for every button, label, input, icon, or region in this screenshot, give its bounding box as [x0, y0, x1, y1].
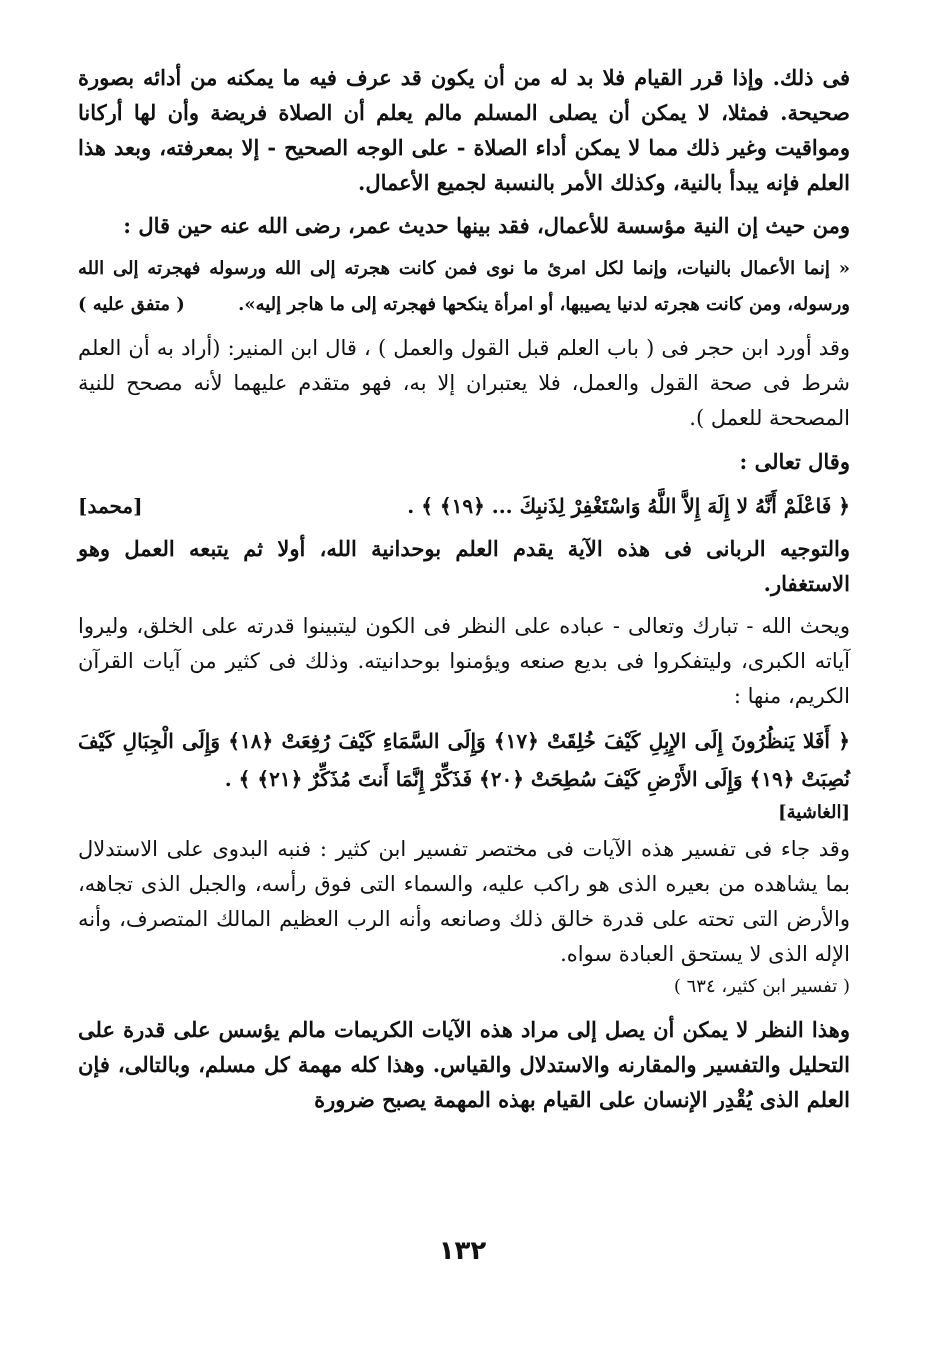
- quran-verse-2: ﴿ أَفَلا يَنظُرُونَ إِلَى الإِبِلِ كَيْفَ خُلِقَتْ ﴿١٧﴾ وَإِلَى السَّمَاءِ كَيْفَ رُفِعَتْ ﴿١٨﴾ وَإِلَى الْجِبَالِ كَيْفَ نُصِبَتْ ﴿١٩﴾ وَإِلَى الأَرْضِ كَيْفَ سُطِحَتْ ﴿٢٠﴾ فَذَكِّرْ إِنَّمَا أَنتَ مُذَكِّرٌ ﴿٢١﴾ ﴾ .: [78, 729, 850, 791]
- quran-verse-1: [78, 487, 850, 525]
- paragraph-1: فى ذلك. وإذا قرر القيام فلا بد له من أن يكون قد عرف فيه ما يمكنه من أدائه بصورة صحيحة. فمثلا، لا يمكن أن يصلى المسلم مالم يعلم أن الصلاة فريضة وأن لها أركانا ومواقيت وغير ذلك مما لا يمكن أداء الصلاة - على الوجه الصحيح - إلا بمعرفته، وبعد هذا العلم فإنه يبدأ بالنية، وكذلك الأمر بالنسبة لجميع الأعمال.: [78, 65, 850, 195]
- paragraph-4: وقال تعالى :: [739, 449, 850, 474]
- hadith-reference: ( متفق عليه ): [78, 294, 185, 315]
- paragraph-7: وقد جاء فى تفسير هذه الآيات فى مختصر تفسير ابن كثير : فنبه البدوى على الاستدلال بما يشاهده من بعيره الذى هو راكب عليه، والسماء التى فوق رأسه، والجبل الذى تجاهه، والأرض التى تحته على قدرة خالق ذلك وصانعه وأنه الرب العظيم المالك المتصرف، وأنه الإله الذى لا يستحق العبادة سواه.: [78, 837, 850, 966]
- paragraph-5: والتوجيه الربانى فى هذه الآية يقدم العلم بوحدانية الله، أولا ثم يتبعه العمل وهو الاستغفار.: [78, 536, 850, 596]
- hadith-quote: [78, 251, 850, 323]
- paragraph-2: ومن حيث إن النية مؤسسة للأعمال، فقد بينها حديث عمر، رضى الله عنه حين قال :: [123, 213, 850, 238]
- verse-2-surah: [الغاشية]: [778, 802, 850, 823]
- page-number: ١٣٢: [438, 1236, 487, 1266]
- verse-1-text: ﴿ فَاعْلَمْ أَنَّهُ لا إِلَهَ إِلاَّ اللَّهُ وَاسْتَغْفِرْ لِذَنبِكَ ... ﴿١٩﴾ ﴾ .: [407, 494, 850, 518]
- hadith-text: « إنما الأعمال بالنيات، وإنما لكل امرئ ما نوى فمن كانت هجرته إلى الله ورسوله فهجرته إلى الله ورسوله، ومن كانت هجرته لدنيا يصيبها، أو امرأة ينكحها فهجرته إلى ما هاجر إليه».: [78, 258, 850, 315]
- paragraph-6: ويحث الله - تبارك وتعالى - عباده على النظر فى الكون ليتبينوا قدرته على الخلق، وليروا آياته الكبرى، وليتفكروا فى بديع صنعه ويؤمنوا بوحدانيته. وذلك فى كثير من آيات القرآن الكريم، منها :: [78, 614, 850, 708]
- tafsir-reference: ( تفسير ابن كثير، ٦٣٤ ): [673, 976, 850, 997]
- page-body: [78, 60, 850, 1280]
- paragraph-3: وقد أورد ابن حجر فى ( باب العلم قبل القول والعمل ) ، قال ابن المنير: (أراد به أن العلم شرط فى صحة القول والعمل، فلا يعتبران إلا به، فهو متقدم عليهما لأنه مصحح للنية المصححة للعمل ).: [78, 336, 850, 430]
- paragraph-8: وهذا النظر لا يمكن أن يصل إلى مراد هذه الآيات الكريمات مالم يؤسس على قدرة على التحليل والتفسير والمقارنه والاستدلال والقياس. وهذا كله مهمة كل مسلم، وبالتالى، فإن العلم الذى يُقْدِر الإنسان على القيام بهذه المهمة يصبح ضرورة: [78, 1017, 850, 1112]
- verse-1-surah: [محمد]: [78, 494, 143, 518]
